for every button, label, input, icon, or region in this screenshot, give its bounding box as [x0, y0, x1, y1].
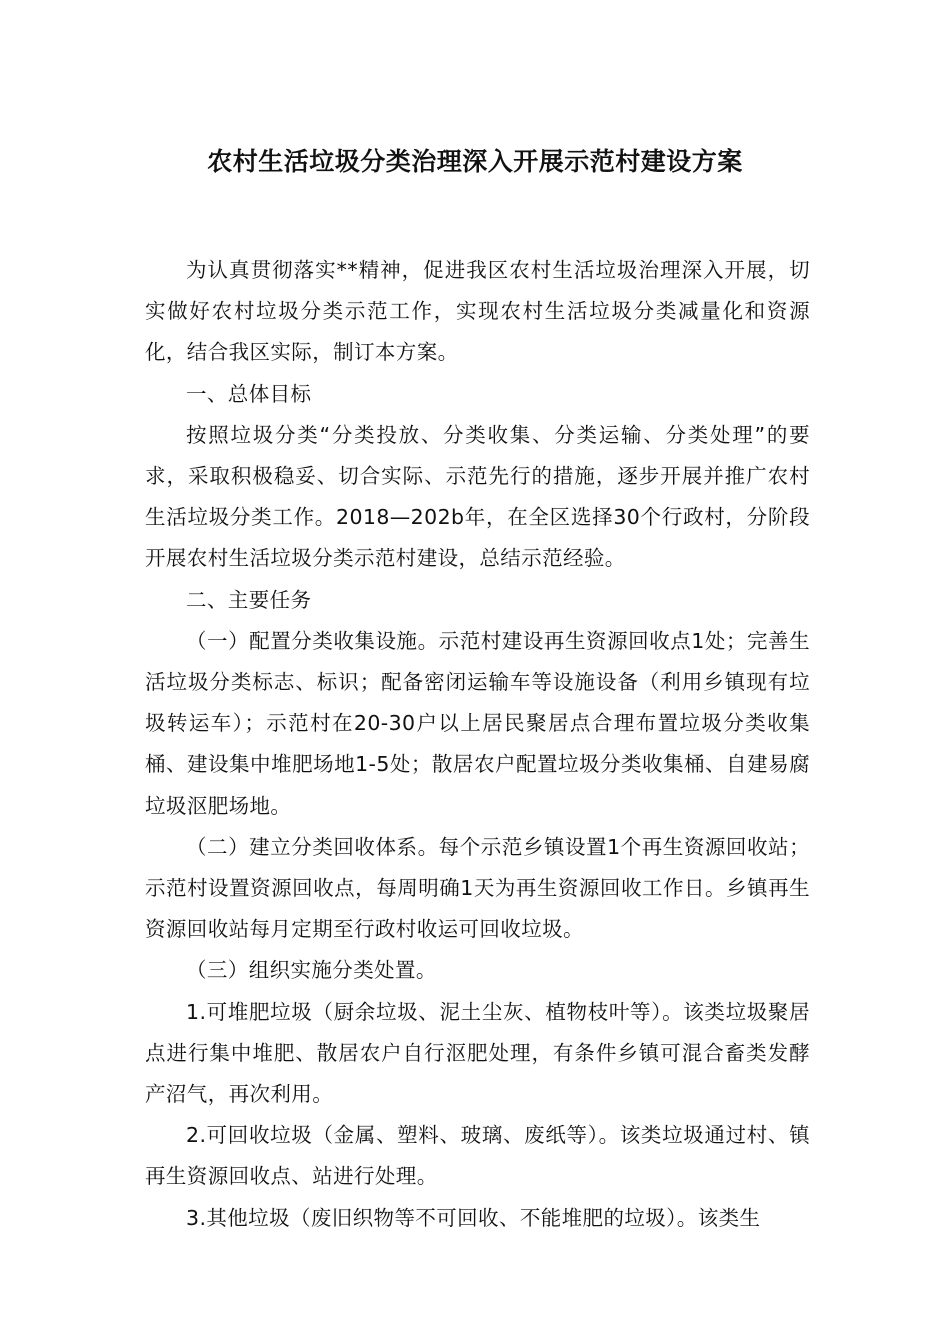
task-3-item-2: 2.可回收垃圾（金属、塑料、玻璃、废纸等）。该类垃圾通过村、镇再生资源回收点、站进行处理。: [145, 1123, 810, 1189]
intro-paragraph: 为认真贯彻落实**精神，促进我区农村生活垃圾治理深入开展，切实做好农村垃圾分类示范工作，实现农村生活垃圾分类减量化和资源化，结合我区实际，制订本方案。: [145, 258, 810, 365]
overall-goal-paragraph: 按照垃圾分类“分类投放、分类收集、分类运输、分类处理”的要求，采取积极稳妥、切合实际、示范先行的措施，逐步开展并推广农村生活垃圾分类工作。2018—202b年，在全区选择30个行政村，分阶段开展农村生活垃圾分类示范村建设，总结示范经验。: [145, 422, 810, 571]
section-heading-overall-goal: 一、总体目标: [186, 381, 312, 406]
task-3-item-3: 3.其他垃圾（废旧织物等不可回收、不能堆肥的垃圾）。该类生: [186, 1205, 761, 1230]
task-3-item-1: 1.可堆肥垃圾（厨余垃圾、泥土尘灰、植物枝叶等）。该类垃圾聚居点进行集中堆肥、散居农户自行沤肥处理，有条件乡镇可混合畜类发酵产沼气，再次利用。: [145, 999, 810, 1107]
task-3-heading: （三）组织实施分类处置。: [186, 958, 437, 983]
task-1-paragraph: （一）配置分类收集设施。示范村建设再生资源回收点1处；完善生活垃圾分类标志、标识；配备密闭运输车等设施设备（利用乡镇现有垃圾转运车）；示范村在20-30户以上居民聚居点合理布置垃圾分类收集桶、建设集中堆肥场地1-5处；散居农户配置垃圾分类收集桶、自建易腐垃圾沤肥场地。: [145, 628, 810, 818]
document-body: [145, 250, 810, 1239]
section-heading-main-tasks: 二、主要任务: [186, 587, 312, 612]
task-2-paragraph: （二）建立分类回收体系。每个示范乡镇设置1个再生资源回收站；示范村设置资源回收点，每周明确1天为再生资源回收工作日。乡镇再生资源回收站每月定期至行政村收运可回收垃圾。: [145, 834, 810, 942]
document-title: 农村生活垃圾分类治理深入开展示范村建设方案: [207, 147, 743, 176]
